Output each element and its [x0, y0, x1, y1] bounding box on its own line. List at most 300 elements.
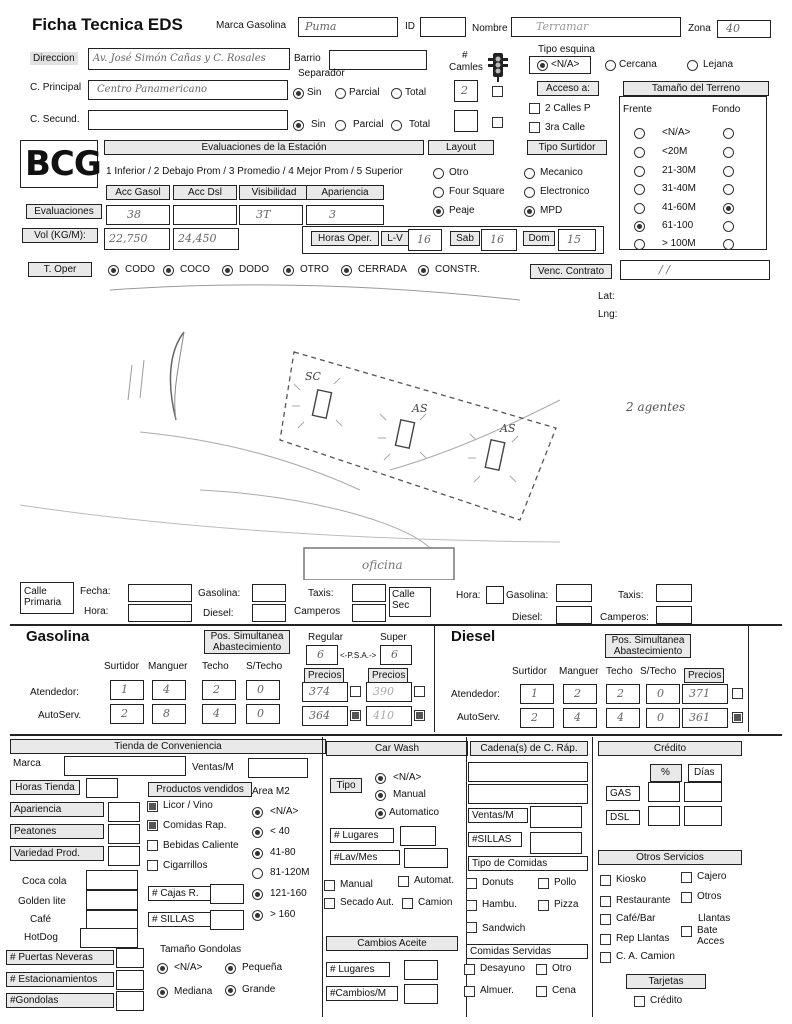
eval-acc-gasol-field[interactable]	[106, 205, 170, 225]
tienda-hotdog-field[interactable]	[80, 928, 138, 948]
taxis2-field[interactable]	[656, 584, 692, 602]
carwash-lugares-field[interactable]	[400, 826, 436, 846]
dsl-at-check[interactable]	[732, 688, 743, 699]
credito-dias-label: Días	[694, 767, 715, 778]
separador2-sin-radio[interactable]	[293, 120, 304, 131]
prod-cigarrillos-check[interactable]	[147, 860, 158, 871]
direccion-label: Direccion	[30, 52, 78, 65]
gas-at-manguer[interactable]	[152, 680, 186, 700]
eval-col-acc-gasol: Acc Gasol	[106, 185, 170, 200]
gas-au-stecho[interactable]	[246, 704, 280, 724]
marca-label: Marca Gasolina	[216, 20, 287, 31]
otros-restaurante-label: Restaurante	[616, 895, 671, 906]
bcg-logo-frame	[20, 140, 101, 188]
taxis-field[interactable]	[352, 584, 386, 602]
gas-au-price-regular[interactable]	[302, 706, 348, 726]
page-title: Ficha Tecnica EDS	[32, 15, 183, 34]
serv-desayuno-check[interactable]	[464, 964, 475, 975]
tienda-gondolas-field[interactable]	[116, 991, 144, 1011]
gas-col-surtidor: Surtidor	[104, 661, 140, 672]
carwash-camion-check[interactable]	[402, 898, 413, 909]
fondo-na-radio[interactable]	[723, 128, 734, 139]
carwash-na-radio[interactable]	[375, 773, 386, 784]
c-secund-camiles-field[interactable]	[454, 110, 478, 132]
gas-au-manguer[interactable]	[152, 704, 186, 724]
carwash-secado-label: Secado Aut.	[340, 897, 394, 908]
t-oper-cerrada-radio[interactable]	[341, 265, 352, 276]
tienda-coca-label: Coca cola	[22, 876, 67, 887]
dsl-au-surtidor[interactable]	[520, 708, 554, 728]
layout-otro-radio[interactable]	[433, 168, 444, 179]
area-121160-label: 121-160	[270, 888, 307, 899]
c-secund-field[interactable]	[88, 110, 288, 130]
dsl-au-price[interactable]	[682, 708, 728, 728]
evaluaciones-label: Evaluaciones	[26, 204, 102, 219]
cadena-sandwich-label: Sandwich	[482, 923, 526, 934]
gas-at-price-super[interactable]	[366, 682, 412, 702]
surtidor-title: Tipo Surtidor	[527, 140, 607, 155]
divider-bottom	[10, 734, 782, 736]
taxis-label: Taxis:	[308, 588, 334, 599]
cadena-field-2[interactable]	[468, 784, 588, 804]
vol-gas-field[interactable]	[104, 228, 170, 250]
serv-cena-label: Cena	[552, 985, 576, 996]
carwash-manual-label: Manual	[393, 789, 426, 800]
separador2-sin-label: Sin	[311, 119, 326, 130]
camperos-field[interactable]	[352, 604, 386, 622]
gas-at-surtidor[interactable]	[110, 680, 144, 700]
credito-gas-pct[interactable]	[648, 782, 680, 802]
eval-apariencia-field[interactable]	[306, 205, 384, 225]
area-160-label: > 160	[270, 909, 296, 920]
cambios-mes-label: #Cambios/M	[326, 986, 398, 1001]
dsl-au-techo-value: 4	[617, 711, 624, 724]
prod-licor-check[interactable]	[147, 801, 158, 812]
tarjetas-credito-check[interactable]	[634, 996, 645, 1007]
tienda-variedad-field[interactable]	[108, 846, 140, 866]
layout-four-square-label: Four Square	[449, 186, 505, 197]
gas-au-techo[interactable]	[202, 704, 236, 724]
dsl-au-check[interactable]	[732, 712, 743, 723]
venc-field[interactable]	[620, 260, 770, 280]
camiles-hash: #	[462, 50, 468, 61]
separador-sin-radio[interactable]	[293, 88, 304, 99]
tienda-sillas-field[interactable]	[210, 910, 244, 930]
otros-camion-check[interactable]	[600, 952, 611, 963]
dsl-at-surtidor-value: 1	[531, 687, 538, 700]
sketch-sc-label: SC	[305, 370, 321, 383]
terreno-row-2130: 21-30M	[662, 165, 696, 176]
prod-comidas-label: Comidas Rap.	[163, 820, 227, 831]
gondola-na-radio[interactable]	[157, 963, 168, 974]
barrio-label: Barrio	[294, 53, 321, 64]
credito-dsl-label: DSL	[606, 810, 640, 825]
gas-col-manguer: Manguer	[148, 661, 188, 672]
esquina-lejana-label: Lejana	[703, 59, 734, 70]
tienda-coca-field[interactable]	[86, 870, 138, 890]
sketch-as2-label: AS	[500, 422, 516, 435]
otros-restaurante-check[interactable]	[600, 896, 611, 907]
otros-servicios-title: Otros Servicios	[598, 850, 742, 865]
otros-camion-label: C. A. Camion	[616, 951, 675, 962]
horas-sab-label: Sab	[450, 231, 480, 246]
gas-at-price-super-value: 390	[373, 685, 394, 698]
dsl-au-stecho[interactable]	[646, 708, 680, 728]
gondola-pequena-radio[interactable]	[225, 963, 236, 974]
tienda-ventas-field[interactable]	[248, 758, 308, 778]
otros-kiosko-check[interactable]	[600, 875, 611, 886]
dsl-atendedor-label: Atendedor:	[451, 689, 500, 700]
esquina-na-frame	[529, 56, 591, 74]
cambios-lugares-label: # Lugares	[326, 962, 390, 977]
cadena-pizza-check[interactable]	[538, 900, 549, 911]
dsl-au-techo[interactable]	[606, 708, 640, 728]
fondo-2130-radio[interactable]	[723, 166, 734, 177]
t-oper-dodo-radio[interactable]	[222, 265, 233, 276]
eval-col-apariencia: Apariencia	[306, 185, 384, 200]
id-field[interactable]	[420, 17, 466, 37]
surtidor-mecanico-radio[interactable]	[524, 168, 535, 179]
tienda-gondolas-label: #Gondolas	[6, 993, 114, 1008]
direccion-value: Av. José Simón Cañas y C. Rosales	[93, 53, 266, 64]
area-40-label: < 40	[270, 826, 290, 837]
eval-col-visibilidad: Visibilidad	[239, 185, 309, 200]
c-secund-check[interactable]	[492, 117, 503, 128]
fondo-4160-radio[interactable]	[723, 203, 734, 214]
credito-pct-field[interactable]	[650, 764, 682, 782]
t-oper-codo-radio[interactable]	[108, 265, 119, 276]
credito-dsl-pct[interactable]	[648, 806, 680, 826]
tienda-apariencia-label: Apariencia	[10, 802, 104, 817]
cadena-sillas-field[interactable]	[530, 832, 582, 854]
t-oper-coco-radio[interactable]	[163, 265, 174, 276]
layout-peaje-radio[interactable]	[433, 206, 444, 217]
diesel-count-field[interactable]	[252, 604, 286, 622]
area-121160-radio[interactable]	[252, 889, 263, 900]
area-81120-label: 81-120M	[270, 867, 310, 878]
t-oper-cerrada-label: CERRADA	[358, 264, 407, 275]
tienda-estac-field[interactable]	[116, 970, 144, 990]
camperos2-label: Camperos:	[600, 612, 649, 623]
gasolina2-label: Gasolina:	[506, 590, 549, 601]
carwash-autom-check[interactable]	[398, 876, 409, 887]
prod-licor-label: Licor / Vino	[163, 800, 213, 811]
t-oper-label: T. Oper	[28, 262, 92, 277]
horas-dom-field[interactable]	[558, 229, 596, 251]
gas-au-stecho-value: 0	[257, 707, 264, 720]
credito-dias-field[interactable]	[688, 764, 722, 782]
tarjetas-credito-label: Crédito	[650, 995, 683, 1006]
cambios-aceite-title: Cambios Aceite	[326, 936, 458, 951]
otros-bate-label: Bate Acces	[697, 925, 725, 947]
nombre-field[interactable]	[511, 17, 681, 37]
cadena-donuts-label: Donuts	[482, 877, 514, 888]
dsl-at-stecho-value: 0	[657, 687, 664, 700]
frente-61100-radio[interactable]	[634, 221, 645, 232]
surtidor-electronico-label: Electronico	[540, 186, 590, 197]
terreno-row-4160: 41-60M	[662, 202, 696, 213]
area-na-radio[interactable]	[252, 807, 263, 818]
dsl-at-manguer[interactable]	[563, 684, 597, 704]
t-oper-constr-radio[interactable]	[418, 265, 429, 276]
gasolina-count-field[interactable]	[252, 584, 286, 602]
calle-sec-label: Calle Sec	[392, 589, 415, 611]
dsl-at-stecho[interactable]	[646, 684, 680, 704]
otros-otros-label: Otros	[697, 891, 722, 902]
cambios-lugares-field[interactable]	[404, 960, 438, 980]
tienda-peatones-field[interactable]	[108, 824, 140, 844]
zona-label: Zona	[688, 23, 711, 34]
frente-2130-radio[interactable]	[634, 166, 645, 177]
gas-precios-super: Precios	[368, 668, 408, 683]
cambios-mes-field[interactable]	[404, 984, 438, 1004]
gasolina-super-label: Super	[380, 632, 407, 643]
esquina-cercana-radio[interactable]	[605, 60, 616, 71]
acceso-2calles-check[interactable]	[529, 103, 540, 114]
separador-total-radio[interactable]	[391, 88, 402, 99]
evaluaciones-scale: 1 Inferior / 2 Debajo Prom / 3 Promedio / 4 Mejor Prom / 5 Superior	[106, 166, 403, 177]
vol-label: Vol (KG/M):	[22, 228, 98, 243]
hora2-field[interactable]	[486, 586, 504, 604]
dsl-at-price-value: 371	[689, 687, 710, 700]
gas-au-super-check[interactable]	[414, 710, 425, 721]
prod-cigarrillos-label: Cigarrillos	[163, 860, 208, 871]
nombre-label: Nombre	[472, 23, 508, 34]
separador2-total-radio[interactable]	[391, 120, 402, 131]
otros-cafe-check[interactable]	[600, 914, 611, 925]
cadena-servidas-label: Comidas Servidas	[466, 944, 588, 959]
bcg-logo: BCG	[25, 144, 101, 184]
gas-at-super-check[interactable]	[414, 686, 425, 697]
tienda-ventas-label: Ventas/M	[192, 762, 234, 773]
fondo-20-radio[interactable]	[723, 147, 734, 158]
fondo-100-radio[interactable]	[723, 239, 734, 250]
psa-super-field[interactable]	[380, 645, 412, 665]
horas-lv-field[interactable]	[408, 229, 442, 251]
tienda-cajas-label: # Cajas R.	[148, 886, 214, 901]
venc-label: Venc. Contrato	[530, 264, 612, 279]
cadena-pollo-check[interactable]	[538, 878, 549, 889]
diesel2-field[interactable]	[556, 606, 592, 624]
camperos-label: Camperos	[294, 606, 341, 617]
sketch-oficina: oficina	[362, 558, 403, 572]
diesel-title: Diesel	[451, 628, 496, 645]
gas-au-regular-check[interactable]	[350, 710, 361, 721]
cadena-field-1[interactable]	[468, 762, 588, 782]
terreno-row-20: <20M	[662, 146, 688, 157]
gas-at-techo[interactable]	[202, 680, 236, 700]
area-4180-label: 41-80	[270, 847, 296, 858]
cadena-pollo-label: Pollo	[554, 877, 577, 888]
carwash-manual-check-label: Manual	[340, 879, 373, 890]
c-secund-label: C. Secund.	[30, 114, 80, 125]
area-4180-radio[interactable]	[252, 848, 263, 859]
tienda-divider	[322, 737, 323, 1017]
gas-au-techo-value: 4	[213, 707, 220, 720]
acceso-3ra-check[interactable]	[529, 122, 540, 133]
gas-at-regular-check[interactable]	[350, 686, 361, 697]
camiles-check[interactable]	[492, 86, 503, 97]
frente-3140-radio[interactable]	[634, 184, 645, 195]
esquina-lejana-radio[interactable]	[687, 60, 698, 71]
psa-regular-field[interactable]	[306, 645, 338, 665]
frente-100-radio[interactable]	[634, 239, 645, 250]
carwash-auto-radio[interactable]	[375, 808, 386, 819]
horas-dom-value: 15	[567, 233, 581, 246]
eval-visibilidad-field[interactable]	[239, 205, 303, 225]
tam-gondolas-label: Tamaño Gondolas	[160, 944, 242, 955]
gas-au-surtidor[interactable]	[110, 704, 144, 724]
fondo-61100-radio[interactable]	[723, 221, 734, 232]
dsl-au-stecho-value: 0	[657, 711, 664, 724]
tienda-apariencia-field[interactable]	[108, 802, 140, 822]
cadena-sandwich-check[interactable]	[466, 922, 477, 933]
traffic-light-icon	[487, 52, 509, 82]
credito-gas-dias[interactable]	[684, 782, 722, 802]
dsl-precios: Precios	[684, 668, 724, 683]
marca-field[interactable]	[298, 17, 398, 37]
acceso-label: Acceso a:	[537, 81, 599, 96]
tienda-neveras-field[interactable]	[116, 948, 144, 968]
tienda-cajas-field[interactable]	[210, 884, 244, 904]
tienda-horas-field[interactable]	[86, 778, 118, 798]
camiles-value: 2	[461, 84, 468, 97]
carwash-lav-field[interactable]	[404, 848, 448, 868]
area-160-radio[interactable]	[252, 910, 263, 921]
surtidor-mpd-radio[interactable]	[524, 206, 535, 217]
area-na-label: <N/A>	[270, 806, 299, 817]
gasolina-regular-label: Regular	[308, 632, 344, 643]
psa-super-value: 6	[391, 648, 398, 661]
gas-au-price-super[interactable]	[366, 706, 412, 726]
cadena-ventas-field[interactable]	[530, 806, 582, 828]
t-oper-coco-label: COCO	[180, 264, 210, 275]
hora-field[interactable]	[128, 604, 192, 622]
fondo-3140-radio[interactable]	[723, 184, 734, 195]
id-label: ID	[405, 21, 415, 32]
frente-na-radio[interactable]	[634, 128, 645, 139]
surtidor-mpd-label: MPD	[540, 205, 563, 216]
credito-dsl-dias[interactable]	[684, 806, 722, 826]
camperos2-field[interactable]	[656, 606, 692, 624]
otros-bate-check[interactable]	[681, 926, 692, 937]
gas-au-surtidor-value: 2	[121, 707, 128, 720]
eval-acc-dsl-field[interactable]	[173, 205, 237, 225]
carwash-secado-check[interactable]	[324, 898, 335, 909]
cadena-ventas-label: Ventas/M	[468, 808, 528, 823]
dsl-at-price[interactable]	[682, 684, 728, 704]
c-principal-field[interactable]	[88, 80, 288, 100]
camiles-field[interactable]	[454, 80, 478, 102]
dsl-au-manguer[interactable]	[563, 708, 597, 728]
marca-value: Puma	[305, 20, 337, 33]
layout-four-square-radio[interactable]	[433, 187, 444, 198]
otros-rep-llantas-check[interactable]	[600, 934, 611, 945]
separador-total-label: Total	[405, 87, 427, 98]
t-oper-dodo-label: DODO	[239, 264, 269, 275]
acceso-3ra-label: 3ra Calle	[545, 122, 586, 133]
horas-lv-label: L-V	[381, 231, 409, 246]
gas-at-techo-value: 2	[213, 683, 220, 696]
frente-4160-radio[interactable]	[634, 203, 645, 214]
gondola-grande-radio[interactable]	[225, 985, 236, 996]
dsl-at-surtidor[interactable]	[520, 684, 554, 704]
carwash-manual-check[interactable]	[324, 880, 335, 891]
carwash-autom-check-label: Automat.	[414, 875, 455, 886]
zona-field[interactable]	[717, 20, 771, 38]
otros-kiosko-label: Kiosko	[616, 874, 647, 885]
separador-sin-label: Sin	[307, 87, 322, 98]
serv-cena-check[interactable]	[536, 986, 547, 997]
gas-at-stecho[interactable]	[246, 680, 280, 700]
camiles-label: Camles	[449, 62, 483, 73]
tienda-cafe-field[interactable]	[86, 910, 138, 930]
barrio-field[interactable]	[329, 50, 427, 70]
fecha-field[interactable]	[128, 584, 192, 602]
otros-cajero-check[interactable]	[681, 872, 692, 883]
eval-col-acc-dsl: Acc Dsl	[173, 185, 237, 200]
prod-comidas-check[interactable]	[147, 820, 158, 831]
prod-bebidas-check[interactable]	[147, 840, 158, 851]
dsl-au-price-value: 361	[689, 711, 710, 724]
eval-visibilidad-value: 3T	[256, 208, 271, 221]
vol-gas-value: 22,750	[109, 232, 148, 245]
serv-almuer-check[interactable]	[464, 986, 475, 997]
gondola-mediana-radio[interactable]	[157, 987, 168, 998]
frente-20-radio[interactable]	[634, 147, 645, 158]
gas-at-price-regular[interactable]	[302, 682, 348, 702]
carwash-manual-radio[interactable]	[375, 790, 386, 801]
terreno-title: Tamaño del Terreno	[623, 81, 769, 96]
tienda-golden-field[interactable]	[86, 890, 138, 910]
diesel-pos-label: Pos. Simultanea Abastecimiento	[605, 634, 691, 658]
diesel2-label: Diesel:	[512, 612, 543, 623]
tienda-marca-label: Marca	[13, 758, 41, 769]
carwash-divider	[466, 737, 467, 1017]
area-40-radio[interactable]	[252, 827, 263, 838]
separador2-parcial-label: Parcial	[353, 119, 384, 130]
otros-otros-check[interactable]	[681, 892, 692, 903]
tienda-neveras-label: # Puertas Neveras	[6, 950, 114, 965]
gas-at-surtidor-value: 1	[121, 683, 128, 696]
dsl-at-techo[interactable]	[606, 684, 640, 704]
nombre-value: Terramar	[536, 20, 589, 33]
tienda-productos-label: Productos vendidos	[148, 782, 252, 797]
gasolina2-field[interactable]	[556, 584, 592, 602]
separador2-parcial-radio[interactable]	[335, 120, 346, 131]
gas-at-manguer-value: 4	[163, 683, 170, 696]
separador-parcial-radio[interactable]	[335, 88, 346, 99]
tienda-marca-field[interactable]	[64, 756, 186, 776]
surtidor-electronico-radio[interactable]	[524, 187, 535, 198]
cadena-hambu-check[interactable]	[466, 900, 477, 911]
area-81120-radio[interactable]	[252, 868, 263, 879]
t-oper-otro-radio[interactable]	[283, 265, 294, 276]
tienda-area-label: Area M2	[252, 786, 290, 797]
horas-sab-field[interactable]	[481, 229, 517, 251]
serv-otro-check[interactable]	[536, 964, 547, 975]
cadena-donuts-check[interactable]	[466, 878, 477, 889]
serv-almuer-label: Almuer.	[480, 985, 514, 996]
cadena-pizza-label: Pizza	[554, 899, 579, 910]
direccion-field[interactable]	[88, 48, 290, 70]
gasolina-pos-label: Pos. Simultanea Abastecimiento	[204, 630, 290, 654]
horas-label: Horas Oper.	[311, 231, 379, 246]
credito-title: Crédito	[598, 741, 742, 756]
vol-dsl-field[interactable]	[173, 228, 239, 250]
dsl-au-manguer-value: 4	[574, 711, 581, 724]
gondola-mediana-label: Mediana	[174, 986, 213, 997]
